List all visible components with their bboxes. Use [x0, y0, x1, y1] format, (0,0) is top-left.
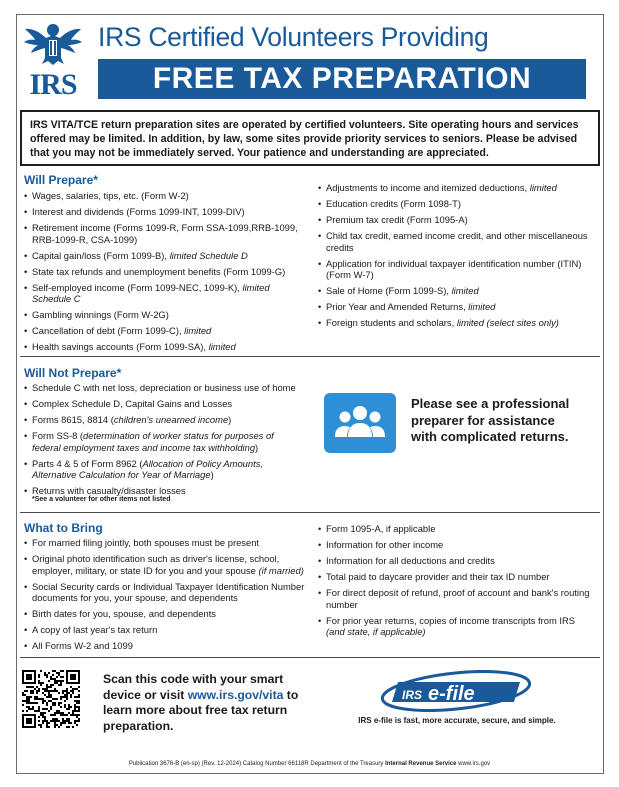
irs-efile-logo — [380, 670, 532, 712]
list-item-note: (if married) — [258, 564, 304, 576]
list-item-text: Cancellation of debt (Form 1099-C), — [32, 325, 185, 337]
list-item-text: Application for individual taxpayer identification number (ITIN) (Form W-7) — [326, 257, 582, 281]
what-to-bring-list-left — [24, 537, 309, 656]
list-item — [318, 285, 590, 297]
list-item — [318, 258, 590, 281]
list-item-text: Interest and dividends (Forms 1099-INT, 1099-DIV) — [32, 205, 245, 217]
list-item-text: Schedule C with net loss, depreciation or business use of home — [32, 382, 296, 393]
section-divider — [20, 356, 600, 357]
list-item-text: Capital gain/loss (Form 1099-B), — [32, 249, 170, 261]
list-item — [24, 608, 309, 620]
efile-logo-irs: IRS — [402, 688, 423, 702]
list-item-text: Form SS-8 ( — [32, 429, 84, 441]
page-title: IRS Certified Volunteers Providing — [98, 22, 489, 52]
list-item — [24, 282, 304, 305]
list-item-text: A copy of last year's tax return — [32, 624, 158, 636]
list-item-tail: ) — [255, 441, 259, 453]
list-item-text: Wages, salaries, tips, etc. (Form W-2) — [32, 190, 189, 201]
section-divider — [20, 512, 600, 513]
will-not-prepare-heading: Will Not Prepare* — [24, 366, 122, 380]
list-item-text: For married filing jointly, both spouses must be present — [32, 537, 260, 548]
list-item — [24, 398, 304, 410]
list-item-text: Health savings accounts (Form 1099-SA), — [32, 341, 209, 353]
list-item-note: limited (select sites only) — [456, 317, 559, 329]
footer-publication: Publication 3676-B (en-sp) (Rev. 12-2024) Catalog Number 66118R Department of the Treasury — [128, 761, 384, 767]
list-item-text: Education credits (Form 1098-T) — [326, 197, 461, 209]
list-item-note: (and state, if applicable) — [326, 626, 426, 638]
list-item — [24, 309, 304, 321]
footer-agency: Internal Revenue Service — [385, 761, 457, 767]
list-item-note: limited — [208, 341, 236, 353]
list-item — [24, 382, 304, 394]
list-item-text: Forms 8615, 8814 ( — [32, 413, 114, 425]
list-item-text: Self-employed income (Form 1099-NEC, 1099-K), — [32, 281, 243, 293]
list-item-text: Gambling winnings (Form W-2G) — [32, 309, 169, 321]
list-item-text: Birth dates for you, spouse, and dependents — [32, 608, 216, 620]
list-item-tail: ) — [210, 469, 214, 481]
irs-eagle-logo — [22, 20, 84, 101]
scan-instructions — [103, 672, 303, 734]
list-item — [24, 266, 304, 278]
list-item-tail: ) — [228, 413, 232, 425]
list-item-text: Total paid to daycare provider and their tax ID number — [326, 570, 550, 582]
list-item-note: Allocation of Policy Amounts, Alternative Calculation for Year of Marriage — [32, 457, 264, 481]
list-item — [318, 198, 590, 210]
footnote: *See a volunteer for other items not listed — [32, 496, 171, 503]
list-item-note: limited Schedule D — [169, 249, 248, 261]
people-group-icon — [324, 393, 396, 453]
efile-logo-text: e-file — [428, 683, 475, 705]
list-item-note: determination of worker status for purposes of federal employment taxes and income tax withholding — [32, 429, 274, 453]
list-item — [24, 190, 304, 202]
list-item-note: limited — [529, 182, 557, 193]
list-item — [24, 553, 309, 576]
section-divider — [20, 657, 600, 658]
what-to-bring-heading: What to Bring — [24, 521, 103, 535]
list-item-text: Complex Schedule D, Capital Gains and Losses — [32, 397, 233, 409]
list-item-text: Original photo identification such as driver's license, school, employer, military, or state ID for you and your spouse — [32, 552, 280, 576]
list-item-text: Adjustments to income and itemized deductions, — [326, 182, 530, 193]
list-item-note: limited — [451, 285, 479, 297]
list-item-text: For prior year returns, copies of income transcripts from IRS — [326, 614, 576, 626]
list-item-note: limited Schedule C — [32, 281, 270, 305]
list-item — [318, 317, 590, 329]
list-item — [24, 250, 304, 262]
list-item-text: Prior Year and Amended Returns, — [326, 301, 469, 313]
list-item — [318, 615, 590, 638]
callout-professional-preparer: Please see a professional preparer for assistance with complicated returns. — [411, 396, 570, 444]
qr-code[interactable] — [22, 670, 80, 728]
what-to-bring-list-right — [318, 523, 590, 642]
list-item-text: Information for other income — [326, 538, 444, 550]
list-item — [24, 222, 304, 245]
title-banner: FREE TAX PREPARATION — [98, 59, 586, 99]
list-item — [318, 587, 590, 610]
list-item — [24, 537, 309, 549]
list-item-text: Social Security cards or Individual Taxpayer Identification Number documents for you, your spouse, and dependents — [32, 580, 305, 604]
list-item — [318, 214, 590, 226]
list-item-note: children's unearned income — [113, 413, 229, 425]
list-item-text: Sale of Home (Form 1099-S), — [326, 285, 452, 297]
eagle-icon — [22, 20, 84, 70]
scan-text-before: Scan this code with your smart device or visit — [103, 672, 284, 702]
vita-link[interactable]: www.irs.gov/vita — [187, 687, 284, 702]
list-item — [24, 485, 304, 497]
list-item — [318, 301, 590, 313]
list-item-text: Parts 4 & 5 of Form 8962 ( — [32, 457, 143, 469]
list-item-text: Form 1095-A, if applicable — [326, 523, 436, 534]
list-item — [24, 581, 309, 604]
list-item-text: State tax refunds and unemployment benefits (Form 1099-G) — [32, 265, 286, 277]
irs-logo-text: IRS — [29, 68, 77, 101]
will-not-prepare-list — [24, 382, 304, 501]
list-item-text: Information for all deductions and credits — [326, 554, 495, 566]
list-item — [318, 523, 590, 535]
intro-notice: IRS VITA/TCE return preparation sites are operated by certified volunteers. Site operating hours and services offered may be limited. In addition, by law, some sites provide priority services to seniors. Please be advised that you may not be immediately served. Your patience and understanding are appreciated. — [20, 110, 600, 166]
will-prepare-list-right — [318, 182, 590, 333]
list-item — [24, 624, 309, 636]
list-item — [24, 414, 304, 426]
list-item — [318, 230, 590, 253]
efile-tagline: IRS e-file is fast, more accurate, secure, and simple. — [358, 716, 556, 725]
list-item — [24, 430, 304, 453]
list-item-text: Child tax credit, earned income credit, and other miscellaneous credits — [326, 229, 588, 253]
list-item — [318, 555, 590, 567]
list-item — [24, 325, 304, 337]
list-item — [318, 182, 590, 194]
list-item-text: Retirement income (Forms 1099-R, Form SSA-1099,RRB-1099, RRB-1099-R, CSA-1099) — [32, 221, 298, 245]
list-item — [318, 539, 590, 551]
scan-text-after: to learn more about free tax return preparation. — [103, 687, 299, 733]
will-prepare-heading: Will Prepare* — [24, 173, 98, 187]
will-prepare-list-left — [24, 190, 304, 357]
list-item — [318, 571, 590, 583]
list-item — [24, 640, 309, 652]
list-item-text: For direct deposit of refund, proof of account and bank's routing number — [326, 586, 590, 610]
footer-url: www.irs.gov — [458, 761, 491, 767]
list-item-text: All Forms W-2 and 1099 — [32, 640, 133, 652]
list-item-text: Returns with casualty/disaster losses — [32, 485, 186, 497]
list-item-note: limited — [468, 301, 496, 313]
list-item-note: limited — [184, 325, 212, 337]
footer — [0, 761, 619, 767]
list-item-text: Foreign students and scholars, — [326, 317, 457, 329]
list-item — [24, 341, 304, 353]
list-item — [24, 458, 304, 481]
list-item-text: Premium tax credit (Form 1095-A) — [326, 213, 468, 225]
list-item — [24, 206, 304, 218]
